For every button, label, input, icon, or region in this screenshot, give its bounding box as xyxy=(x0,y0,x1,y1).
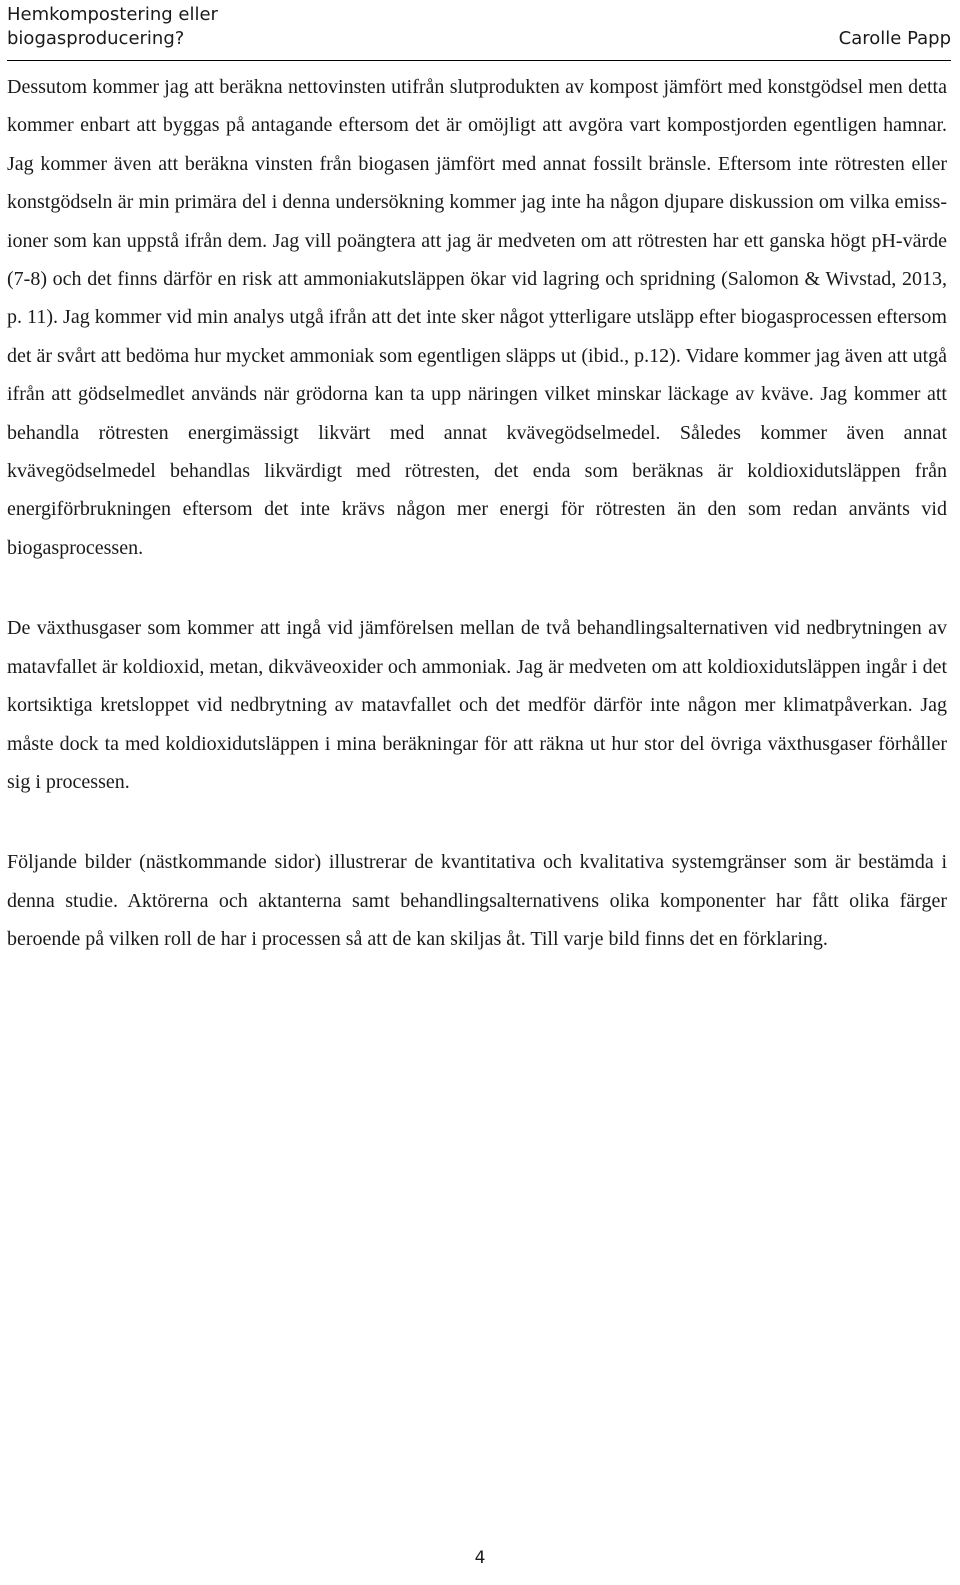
document-title-line-1: Hemkompostering eller xyxy=(7,4,218,25)
paragraph-1: Dessutom kommer jag att beräkna nettovinsten utifrån slutprodukten av kompost jämfört med konstgödsel men detta kommer enbart att byggas på antagande eftersom det är omöjligt att avgöra vart kompostjorden egentligen hamnar. Jag kommer även att beräkna vinsten från biogasen jämfört med annat fossilt bränsle. Eftersom inte rötresten eller konstgödseln är min primära del i denna undersökning kommer jag inte ha någon djupare diskussion om vilka emissioner som kan uppstå ifrån dem. Jag vill poängtera att jag är medveten om att rötresten har ett ganska högt pH-värde (7-8) och det finns därför en risk att ammoniakutsläppen ökar vid lagring och spridning (Salomon & Wivstad, 2013, p. 11). Jag kommer vid min analys utgå ifrån att det inte sker något ytterligare utsläpp efter biogasprocessen eftersom det är svårt att bedöma hur mycket ammoniak som egentligen släpps ut (ibid., p.12). Vidare kommer jag även att utgå ifrån att gödselmedlet används när grödorna kan ta upp näringen vilket minskar läckage av kväve. Jag kommer att behandla rötresten energimässigt likvärt med annat kvävegödselmedel. Således kommer även annat kvävegödselmedel behandlas likvärdigt med rötresten, det enda som beräknas är koldioxidutsläppen från energiförbrukningen eftersom det inte krävs någon mer energi för rötresten än den som redan använts vid biogasprocessen. xyxy=(7,76,947,559)
page-number: 4 xyxy=(474,1548,486,1568)
body-text xyxy=(7,68,947,1001)
document-title xyxy=(7,3,307,51)
paragraph-3: Följande bilder (nästkommande sidor) illustrerar de kvantitativa och kvalitativa systemgränser som är bestämda i denna studie. Aktörerna och aktanterna samt behandlingsalternativens olika komponenter har fått olika färger beroende på vilken roll de har i processen så att de kan skiljas åt. Till varje bild finns det en förklaring. xyxy=(7,851,947,951)
page-header xyxy=(7,0,951,61)
author-name: Carolle Papp xyxy=(838,28,951,49)
paragraph-2: De växthusgaser som kommer att ingå vid jämförelsen mellan de två behandlingsalternativen vid nedbrytningen av matavfallet är koldioxid, metan, dikväveoxider och ammoniak. Jag är medveten om att koldioxidutsläppen ingår i det kortsiktiga kretsloppet vid nedbrytning av matavfallet och det medför därför inte någon mer klimatpåverkan. Jag måste dock ta med koldioxidutsläppen i mina beräkningar för att räkna ut hur stor del övriga växthusgaser förhåller sig i processen. xyxy=(7,617,947,793)
document-title-line-2: biogasproducering? xyxy=(7,28,185,49)
